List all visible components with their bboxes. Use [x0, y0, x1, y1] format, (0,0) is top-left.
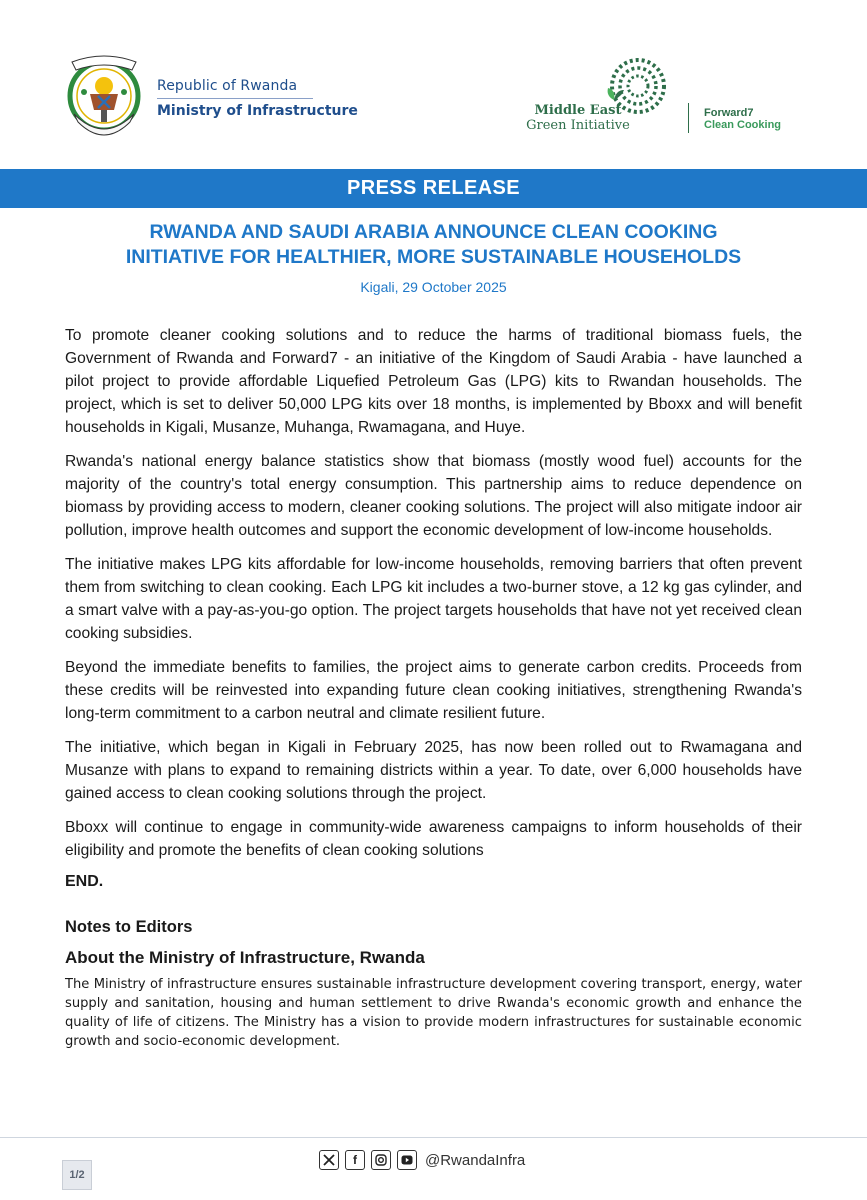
paragraph: The initiative makes LPG kits affordable for low-income households, removing barriers that often prevent them from switching to clean cooking. Each LPG kit includes a two-burner stove, a 12 kg gas cylinder, and a smart valve with a pay-as-you-go option. The project targets households that have not yet received clean cooking subsidies. [65, 556, 802, 642]
youtube-icon[interactable] [397, 1150, 417, 1170]
identity-divider [157, 98, 313, 99]
x-icon[interactable] [319, 1150, 339, 1170]
dateline: Kigali, 29 October 2025 [360, 279, 507, 295]
paragraph: The initiative, which began in Kigali in February 2025, has now been rolled out to Rwamagana and Musanze with plans to expand to remaining districts within a year. To date, over 6,000 households have gained access to clean cooking solutions through the project. [65, 739, 802, 802]
press-release-banner [0, 169, 867, 208]
about-paragraph: The Ministry of infrastructure ensures sustainable infrastructure development covering transport, energy, water supply and sanitation, housing and human settlement to drive Rwanda's economic growth and enhance the quality of life of citizens. The Ministry has a vision to provide modern infrastructures for sustainable economic growth and socio-economic development. [65, 977, 802, 1049]
f7-line1: Forward7 [704, 107, 754, 119]
ministry-label: Ministry of Infrastructure [157, 103, 358, 119]
republic-label: Republic of Rwanda [157, 78, 298, 94]
end-marker: END. [65, 873, 104, 890]
page-number: 1/2 [62, 1160, 92, 1190]
social-links [319, 1150, 525, 1170]
ministry-identity [157, 78, 358, 119]
mgi-line1: Middle East [534, 103, 622, 118]
rwanda-coat-of-arms-icon [62, 52, 146, 146]
banner-title: PRESS RELEASE [346, 177, 521, 199]
paragraph: To promote cleaner cooking solutions and to reduce the harms of traditional biomass fuels, the Government of Rwanda and Forward7 - an initiative of the Kingdom of Saudi Arabia - have launched a pilot project to provide affordable Liquefied Petroleum Gas (LPG) kits to Rwandan households. The project, which is set to deliver 50,000 LPG kits over 18 months, is implemented by Bboxx and will benefit households in Kigali, Musanze, Muhanga, Rwamagana, and Huye. [65, 327, 802, 436]
green-initiative-wordmark [520, 103, 636, 134]
headline [40, 220, 827, 270]
paragraph: Bboxx will continue to engage in community-wide awareness campaigns to inform households of their eligibility and promote the benefits of clean cooking solutions [65, 819, 802, 859]
mgi-line2: Green Initiative [526, 118, 630, 133]
partner-divider [688, 103, 689, 133]
footer-divider [0, 1137, 867, 1138]
notes-heading: Notes to Editors [65, 918, 193, 936]
paragraph: Rwanda's national energy balance statistics show that biomass (mostly wood fuel) accounts for the majority of the country's total energy consumption. This partnership aims to reduce dependence on biomass by providing access to modern, cleaner cooking solutions. The project will also mitigate indoor air pollution, improve health outcomes and support the economic development of low-income households. [65, 453, 802, 539]
facebook-icon[interactable]: f [345, 1150, 365, 1170]
social-handle[interactable]: @RwandaInfra [425, 1151, 526, 1169]
f7-line2: Clean Cooking [704, 119, 782, 131]
instagram-icon[interactable] [371, 1150, 391, 1170]
headline-line1: RWANDA AND SAUDI ARABIA ANNOUNCE CLEAN COOKING [149, 221, 718, 243]
headline-line2: INITIATIVE FOR HEALTHIER, MORE SUSTAINABLE HOUSEHOLDS [125, 246, 742, 268]
paragraph: Beyond the immediate benefits to families, the project aims to generate carbon credits. Proceeds from these credits will be reinvested into expanding future clean cooking initiatives, strengthening Rwanda's long-term commitment to a carbon neutral and climate resilient future. [65, 659, 802, 722]
article-body [65, 324, 802, 1051]
about-heading: About the Ministry of Infrastructure, Rwanda [65, 948, 425, 967]
forward7-wordmark [704, 107, 781, 131]
letterhead [0, 0, 867, 168]
